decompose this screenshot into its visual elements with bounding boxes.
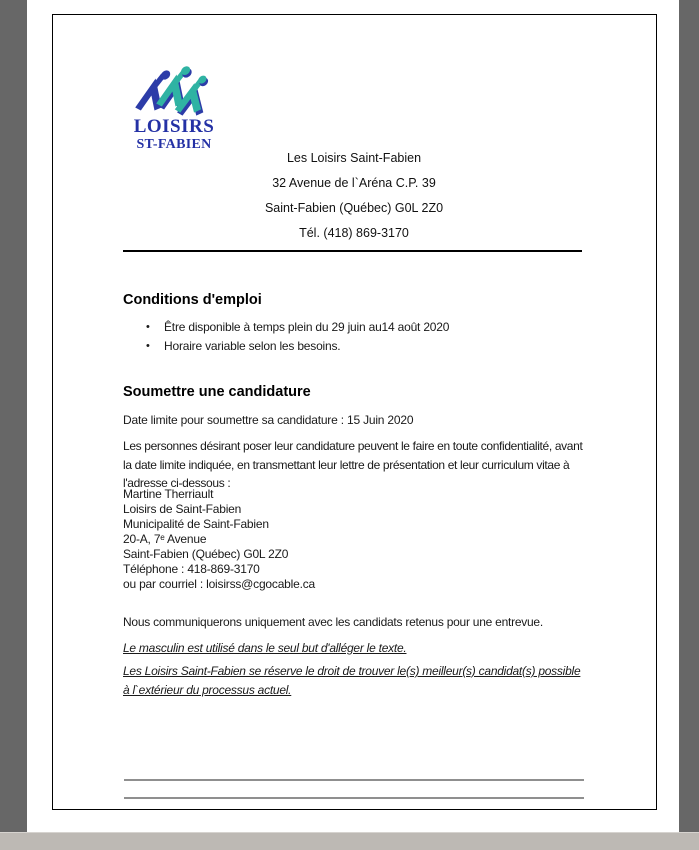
address-line: Téléphone : 418-869-3170 <box>123 562 260 576</box>
viewer-left-gutter <box>0 0 27 833</box>
bullet-icon: • <box>146 340 150 352</box>
address-line: Martine Therriault <box>123 487 214 501</box>
footer-divider-bottom <box>124 797 584 799</box>
letterhead-divider <box>123 250 582 252</box>
logo-title: LOISIRS <box>133 116 215 137</box>
bullet-text: Horaire variable selon les besoins. <box>164 339 341 353</box>
conditions-bullet-list <box>146 318 586 356</box>
deadline-text: Date limite pour soumettre sa candidature : 15 Juin 2020 <box>123 413 414 427</box>
contact-address-block <box>123 487 585 592</box>
section-title-conditions: Conditions d'emploi <box>123 292 262 308</box>
address-line: Saint-Fabien (Québec) G0L 2Z0 <box>123 547 289 561</box>
address-line: Municipalité de Saint-Fabien <box>123 517 269 531</box>
masculine-usage-note: Le masculin est utilisé dans le seul but d'alléger le texte. <box>123 641 407 655</box>
viewer-right-gutter <box>679 0 699 833</box>
address-line: 20-A, 7ᵉ Avenue <box>123 532 207 546</box>
viewer-bottom-bar <box>0 832 699 850</box>
footer-divider-top <box>124 779 584 781</box>
letterhead-address: 32 Avenue de l`Aréna C.P. 39 <box>272 176 436 190</box>
address-line: ou par courriel : loisirss@cgocable.ca <box>123 577 315 591</box>
list-item <box>146 337 586 356</box>
bullet-text: Être disponible à temps plein du 29 juin au14 août 2020 <box>164 320 450 334</box>
reserve-right-note: Les Loisirs Saint-Fabien se réserve le droit de trouver le(s) meilleur(s) candidat(s) possible à l`extérieur du processus actuel. <box>123 664 581 697</box>
runners-icon <box>128 61 220 117</box>
letterhead-contact-block <box>123 146 585 246</box>
logo <box>123 61 225 152</box>
letterhead-phone: Tél. (418) 869-3170 <box>299 226 409 240</box>
letterhead-city: Saint-Fabien (Québec) G0L 2Z0 <box>264 201 444 215</box>
letterhead-org-name: Les Loisirs Saint-Fabien <box>286 151 422 165</box>
logo-subtitle: ST-FABIEN <box>136 137 212 152</box>
document-page <box>52 14 657 810</box>
section-title-soumettre: Soumettre une candidature <box>123 384 311 400</box>
address-line: Loisirs de Saint-Fabien <box>123 502 242 516</box>
bullet-icon: • <box>146 321 150 333</box>
list-item <box>146 318 586 337</box>
interview-note: Nous communiquerons uniquement avec les candidats retenus pour une entrevue. <box>123 615 543 629</box>
application-instructions: Les personnes désirant poser leur candidature peuvent le faire en toute confidentialité, avant la date limite indiquée, en transmettant leur lettre de présentation et leur curriculum vitae à l'adresse ci-dessous : <box>123 439 583 490</box>
